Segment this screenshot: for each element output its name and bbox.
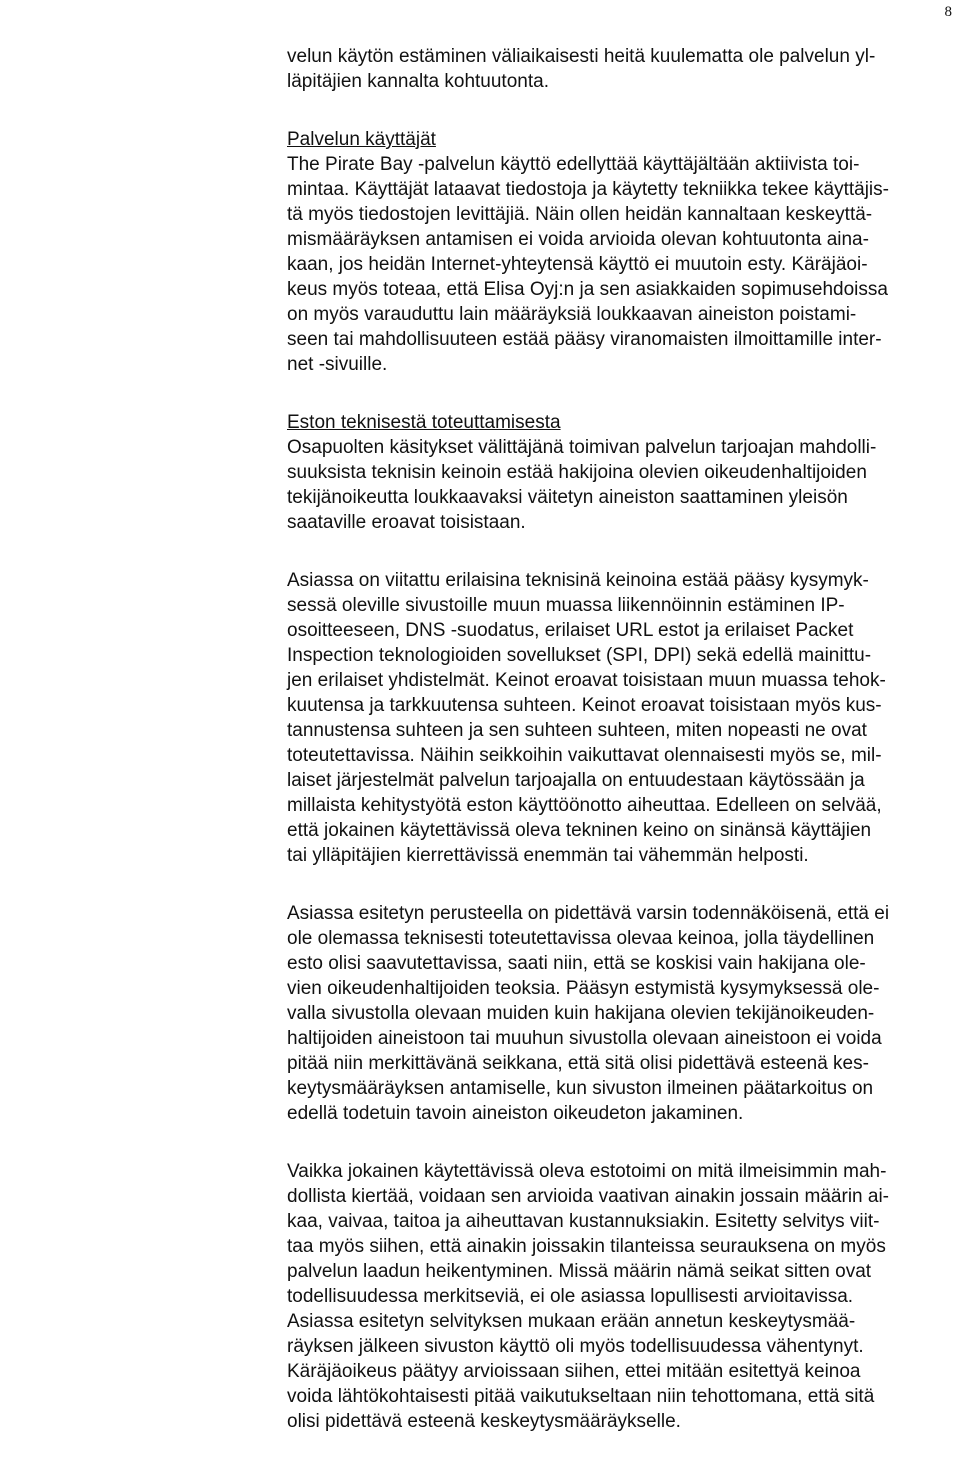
- text-line: The Pirate Bay -palvelun käyttö edellyttää käyttäjältään aktiivista toi-: [287, 154, 860, 175]
- text-line: tä myös tiedostojen levittäjiä. Näin ollen heidän kannaltaan keskeyttä-: [287, 204, 873, 225]
- text-line: haltijoiden aineistoon tai muuhun sivustolla olevaan aineistoon ei voida: [287, 1028, 882, 1049]
- text-line: Asiassa esitetyn selvityksen mukaan erään annetun keskeytysmää-: [287, 1311, 856, 1332]
- document-body: [287, 44, 959, 1467]
- text-line: Asiassa on viitattu erilaisina teknisinä keinoina estää pääsy kysymyk-: [287, 570, 869, 591]
- section-eston-toteuttaminen: [287, 410, 959, 535]
- text-line: Asiassa esitetyn perusteella on pidettävä varsin todennäköisenä, että ei: [287, 903, 890, 924]
- text-line: keytysmääräyksen antamiselle, kun sivuston ilmeinen päätarkoitus on: [287, 1078, 874, 1099]
- section-heading: Palvelun käyttäjät: [287, 129, 436, 150]
- paragraph-keinot: [287, 568, 959, 868]
- text-line: toteutettavissa. Näihin seikkoihin vaikuttavat olennaisesti myös se, mil-: [287, 745, 882, 766]
- text-line: tannustensa suhteen ja sen suhteen suhteen, miten nopeasti ne ovat: [287, 720, 867, 741]
- text-line: mismääräyksen antamisen ei voida arvioida olevan kohtuutonta aina-: [287, 229, 869, 250]
- text-line: kaan, jos heidän Internet-yhteytensä käyttö ei muutoin esty. Käräjäoi-: [287, 254, 868, 275]
- text-line: taa myös siihen, että ainakin joissakin tilanteissa seurauksena on myös: [287, 1236, 886, 1257]
- text-line: millaista kehitystyötä eston käyttöönotto aiheuttaa. Edelleen on selvää,: [287, 795, 882, 816]
- text-line: sessä oleville sivustoille muun muassa liikennöinnin estäminen IP-: [287, 595, 845, 616]
- text-line: vien oikeudenhaltijoiden teoksia. Pääsyn estymistä kysymyksessä ole-: [287, 978, 880, 999]
- text-line: pitää niin merkittävänä seikkana, että sitä olisi pidettävä esteenä kes-: [287, 1053, 869, 1074]
- text-line: osoitteeseen, DNS -suodatus, erilaiset URL estot ja erilaiset Packet: [287, 620, 854, 641]
- paragraph-kiertaminen: [287, 1159, 959, 1434]
- text-line: olisi pidettävä esteenä keskeytysmääräykselle.: [287, 1411, 681, 1432]
- text-line: saataville eroavat toisistaan.: [287, 512, 526, 533]
- text-line: laiset järjestelmät palvelun tarjoajalla on entuudestaan käytössään ja: [287, 770, 865, 791]
- text-line: dollista kiertää, voidaan sen arvioida vaativan ainakin jossain määrin ai-: [287, 1186, 889, 1207]
- text-line: mintaa. Käyttäjät lataavat tiedostoja ja käytetty tekniikka tekee käyttäjis-: [287, 179, 889, 200]
- text-line: läpitäjien kannalta kohtuutonta.: [287, 71, 549, 92]
- text-line: keus myös toteaa, että Elisa Oyj:n ja sen asiakkaiden sopimusehdoissa: [287, 279, 888, 300]
- text-line: tekijänoikeutta loukkaavaksi väitetyn aineiston saattaminen yleisön: [287, 487, 848, 508]
- section-heading: Eston teknisestä toteuttamisesta: [287, 412, 561, 433]
- text-line: että jokainen käytettävissä oleva tekninen keino on sinänsä käyttäjien: [287, 820, 872, 841]
- text-line: kuutensa ja tarkkuutensa suhteen. Keinot eroavat toisistaan myös kus-: [287, 695, 882, 716]
- text-line: valla sivustolla olevaan muiden kuin hakijana olevien tekijänoikeuden-: [287, 1003, 875, 1024]
- paragraph-intro: [287, 44, 959, 94]
- section-palvelun-kayttajat: [287, 127, 959, 377]
- text-line: kaa, vaivaa, taitoa ja aiheuttavan kustannuksiakin. Esitetty selvitys viit-: [287, 1211, 880, 1232]
- text-line: edellä todetuin tavoin aineiston oikeudeton jakaminen.: [287, 1103, 744, 1124]
- page-number: 8: [944, 4, 952, 20]
- text-line: räyksen jälkeen sivuston käyttö oli myös todellisuudessa vähentynyt.: [287, 1336, 864, 1357]
- text-line: esto olisi saavutettavissa, saati niin, että se koskisi vain hakijana ole-: [287, 953, 866, 974]
- text-line: suuksista teknisin keinoin estää hakijoina olevien oikeudenhaltijoiden: [287, 462, 867, 483]
- text-line: palvelun laadun heikentyminen. Missä määrin nämä seikat sitten ovat: [287, 1261, 872, 1282]
- text-line: todellisuudessa merkitseviä, ei ole asiassa lopullisesti arvioitavissa.: [287, 1286, 854, 1307]
- text-line: Osapuolten käsitykset välittäjänä toimivan palvelun tarjoajan mahdolli-: [287, 437, 877, 458]
- text-line: Inspection teknologioiden sovellukset (SPI, DPI) sekä edellä mainittu-: [287, 645, 872, 666]
- text-line: seen tai mahdollisuuteen estää pääsy viranomaisten ilmoittamille inter-: [287, 329, 882, 350]
- text-line: ole olemassa teknisesti toteutettavissa olevaa keinoa, jolla täydellinen: [287, 928, 875, 949]
- text-line: Käräjäoikeus päätyy arvioissaan siihen, ettei mitään esitettyä keinoa: [287, 1361, 861, 1382]
- text-line: net -sivuille.: [287, 354, 388, 375]
- text-line: on myös varauduttu lain määräyksiä loukkaavan aineiston poistami-: [287, 304, 857, 325]
- text-line: jen erilaiset yhdistelmät. Keinot eroavat toisistaan muun muassa tehok-: [287, 670, 886, 691]
- text-line: voida lähtökohtaisesti pitää vaikutukseltaan niin tehottomana, että sitä: [287, 1386, 875, 1407]
- paragraph-todennakoisyys: [287, 901, 959, 1126]
- text-line: velun käytön estäminen väliaikaisesti heitä kuulematta ole palvelun yl-: [287, 46, 876, 67]
- text-line: Vaikka jokainen käytettävissä oleva estotoimi on mitä ilmeisimmin mah-: [287, 1161, 887, 1182]
- text-line: tai ylläpitäjien kierrettävissä enemmän tai vähemmän helposti.: [287, 845, 809, 866]
